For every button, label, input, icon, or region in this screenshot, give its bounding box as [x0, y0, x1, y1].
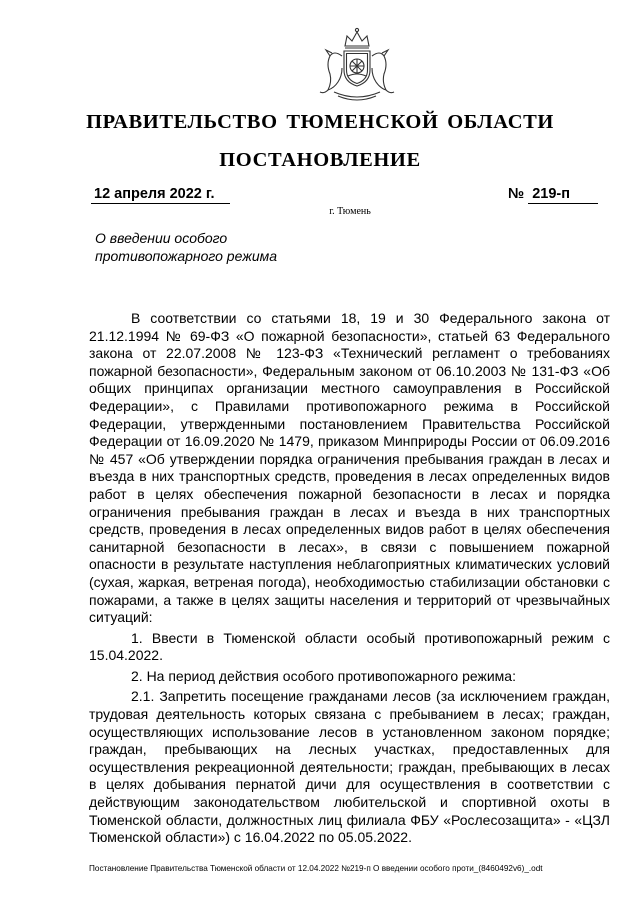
paragraph-item-2: 2. На период действия особого противопожарного режима: — [131, 667, 516, 684]
document-subject — [95, 230, 335, 265]
subject-line: противопожарного режима — [95, 247, 278, 264]
organization-title: ПРАВИТЕЛЬСТВО ТЮМЕНСКОЙ ОБЛАСТИ — [86, 111, 554, 133]
footer-filename: Постановление Правительства Тюменской области от 12.04.2022 №219-п О введении особого проти_(8460492v6)_.odt — [89, 864, 543, 873]
coat-of-arms-icon — [312, 26, 402, 104]
document-number — [508, 186, 598, 204]
subject-line: О введении особого — [95, 230, 228, 246]
paragraph-item-2-1: 2.1. Запретить посещение гражданами лесов (за исключением граждан, трудовая деятельность которых связана с пребыванием в лесах; граждан, осуществляющих использование лесов в установленном законом порядке; граждан, пребывающих на лесных участках, предоставленных для осуществления рекреационной деятельности; граждан, пребывающих в лесах в целях добывания пернатой дичи для осуществления в соответствии с действующим законодательством любительской и спортивной охоты в Тюменской области, должностных лиц филиала ФБУ «Рослесозащита» - «ЦЗЛ Тюменской области») с 16.04.2022 по 05.05.2022. — [89, 688, 610, 846]
city: г. Тюмень — [329, 206, 371, 217]
document-type: ПОСТАНОВЛЕНИЕ — [219, 149, 421, 171]
paragraph-item-1: 1. Ввести в Тюменской области особый противопожарный режим с 15.04.2022. — [89, 629, 610, 664]
document-date: 12 апреля 2022 г. — [91, 186, 230, 204]
document-body — [89, 310, 610, 847]
number-label: № — [508, 186, 525, 202]
paragraph-preamble: В соответствии со статьями 18, 19 и 30 Федерального закона от 21.12.1994 № 69-ФЗ «О пожарной безопасности», статьей 63 Федерального закона от 22.07.2008 № 123-ФЗ «Технический регламент о требованиях пожарной безопасности», Федеральным законом от 06.10.2003 № 131-ФЗ «Об общих принципах организации местного самоуправления в Российской Федерации», с Правилами противопожарного режима в Российской Федерации, утвержденными постановлением Правительства Российской Федерации от 16.09.2020 № 1479, приказом Минприроды России от 06.09.2016 № 457 «Об утверждении порядка ограничения пребывания граждан в лесах и въезда в них транспортных средств, проведения в лесах определенных видов работ в целях обеспечения пожарной безопасности в лесах и порядка ограничения пребывания граждан в лесах и въезда в них транспортных средств, проведения в лесах определенных видов работ в целях обеспечения санитарной безопасности в лесах», в связи с повышением пожарной опасности в результате наступления неблагоприятных климатических условий (сухая, жаркая, ветреная погода), необходимостью стабилизации обстановки с пожарами, а также в целях защиты населения и территорий от чрезвычайных ситуаций: — [89, 310, 610, 626]
number-value: 219-п — [528, 186, 598, 204]
